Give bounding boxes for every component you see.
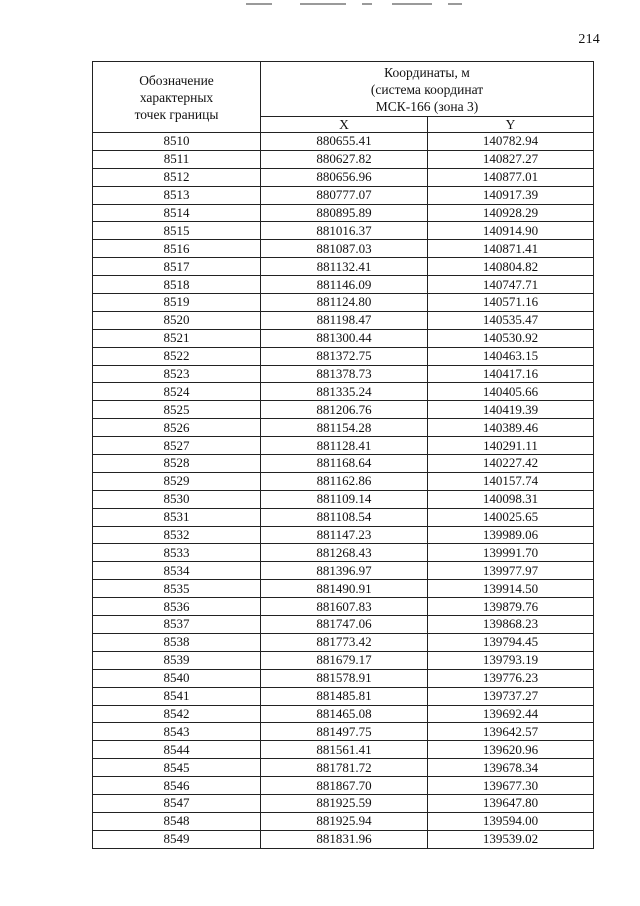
point-number-cell: 8522 <box>93 347 261 365</box>
point-number-cell: 8549 <box>93 830 261 848</box>
table-row <box>93 580 594 598</box>
point-number-cell: 8517 <box>93 258 261 276</box>
point-number-cell: 8527 <box>93 437 261 455</box>
point-number-cell: 8548 <box>93 812 261 830</box>
y-coordinate-cell: 139539.02 <box>428 830 594 848</box>
x-coordinate-cell: 881679.17 <box>261 651 428 669</box>
x-coordinate-cell: 881867.70 <box>261 777 428 795</box>
coordinates-header <box>261 62 594 117</box>
point-number-cell: 8519 <box>93 294 261 312</box>
y-coordinate-cell: 140747.71 <box>428 276 594 294</box>
y-coordinate-cell: 140025.65 <box>428 508 594 526</box>
coordinates-table <box>92 61 594 849</box>
x-coordinate-cell: 881087.03 <box>261 240 428 258</box>
table-row <box>93 455 594 473</box>
x-coordinate-cell: 881925.94 <box>261 812 428 830</box>
table-row <box>93 150 594 168</box>
point-number-cell: 8516 <box>93 240 261 258</box>
y-coordinate-cell: 140227.42 <box>428 455 594 473</box>
y-coordinate-cell: 139793.19 <box>428 651 594 669</box>
x-coordinate-cell: 881124.80 <box>261 294 428 312</box>
x-coordinate-cell: 881490.91 <box>261 580 428 598</box>
table-row <box>93 741 594 759</box>
x-coordinate-cell: 881372.75 <box>261 347 428 365</box>
x-coordinate-cell: 881607.83 <box>261 598 428 616</box>
x-coordinate-cell: 881300.44 <box>261 329 428 347</box>
y-column-header: Y <box>428 117 594 133</box>
y-coordinate-cell: 140291.11 <box>428 437 594 455</box>
table-row <box>93 204 594 222</box>
x-coordinate-cell: 881781.72 <box>261 759 428 777</box>
y-coordinate-cell: 140782.94 <box>428 133 594 151</box>
x-coordinate-cell: 881497.75 <box>261 723 428 741</box>
x-coordinate-cell: 880777.07 <box>261 186 428 204</box>
x-coordinate-cell: 881132.41 <box>261 258 428 276</box>
table-row <box>93 472 594 490</box>
table-row <box>93 544 594 562</box>
table-row <box>93 222 594 240</box>
y-coordinate-cell: 140917.39 <box>428 186 594 204</box>
table-row <box>93 759 594 777</box>
point-number-cell: 8547 <box>93 794 261 812</box>
point-number-cell: 8535 <box>93 580 261 598</box>
x-coordinate-cell: 881485.81 <box>261 687 428 705</box>
point-number-cell: 8518 <box>93 276 261 294</box>
y-coordinate-cell: 139989.06 <box>428 526 594 544</box>
point-number-cell: 8510 <box>93 133 261 151</box>
x-coordinate-cell: 881831.96 <box>261 830 428 848</box>
point-number-cell: 8541 <box>93 687 261 705</box>
point-number-cell: 8523 <box>93 365 261 383</box>
coordinates-header-line: МСК-166 (зона 3) <box>375 99 479 114</box>
x-coordinate-cell: 881198.47 <box>261 311 428 329</box>
point-number-cell: 8528 <box>93 455 261 473</box>
y-coordinate-cell: 139879.76 <box>428 598 594 616</box>
y-coordinate-cell: 139868.23 <box>428 616 594 634</box>
y-coordinate-cell: 139678.34 <box>428 759 594 777</box>
point-number-cell: 8520 <box>93 311 261 329</box>
table-row <box>93 633 594 651</box>
y-coordinate-cell: 140914.90 <box>428 222 594 240</box>
x-coordinate-cell: 880627.82 <box>261 150 428 168</box>
table-row <box>93 616 594 634</box>
table-row <box>93 437 594 455</box>
x-coordinate-cell: 881147.23 <box>261 526 428 544</box>
y-coordinate-cell: 139647.80 <box>428 794 594 812</box>
table-row <box>93 598 594 616</box>
scan-edge-marks <box>0 0 640 10</box>
y-coordinate-cell: 140417.16 <box>428 365 594 383</box>
point-number-cell: 8545 <box>93 759 261 777</box>
y-coordinate-cell: 140098.31 <box>428 490 594 508</box>
x-coordinate-cell: 881268.43 <box>261 544 428 562</box>
y-coordinate-cell: 139914.50 <box>428 580 594 598</box>
table-row <box>93 240 594 258</box>
y-coordinate-cell: 139991.70 <box>428 544 594 562</box>
point-number-cell: 8526 <box>93 419 261 437</box>
table-row <box>93 294 594 312</box>
table-row <box>93 329 594 347</box>
x-coordinate-cell: 881108.54 <box>261 508 428 526</box>
point-number-cell: 8532 <box>93 526 261 544</box>
point-number-cell: 8538 <box>93 633 261 651</box>
y-coordinate-cell: 139594.00 <box>428 812 594 830</box>
table-row <box>93 490 594 508</box>
designation-header-line: точек границы <box>134 106 219 122</box>
point-number-cell: 8533 <box>93 544 261 562</box>
y-coordinate-cell: 139692.44 <box>428 705 594 723</box>
coordinates-header-line: (система координат <box>370 82 484 97</box>
x-column-header: X <box>261 117 428 133</box>
table-row <box>93 133 594 151</box>
point-number-cell: 8543 <box>93 723 261 741</box>
y-coordinate-cell: 139642.57 <box>428 723 594 741</box>
point-number-cell: 8534 <box>93 562 261 580</box>
point-number-cell: 8512 <box>93 168 261 186</box>
y-coordinate-cell: 140535.47 <box>428 311 594 329</box>
point-number-cell: 8511 <box>93 150 261 168</box>
y-coordinate-cell: 140157.74 <box>428 472 594 490</box>
point-number-cell: 8525 <box>93 401 261 419</box>
y-coordinate-cell: 140804.82 <box>428 258 594 276</box>
table-row <box>93 186 594 204</box>
designation-header <box>93 62 261 133</box>
x-coordinate-cell: 881747.06 <box>261 616 428 634</box>
table-row <box>93 777 594 795</box>
x-coordinate-cell: 881773.42 <box>261 633 428 651</box>
point-number-cell: 8537 <box>93 616 261 634</box>
x-coordinate-cell: 881016.37 <box>261 222 428 240</box>
table-row <box>93 401 594 419</box>
table-row <box>93 419 594 437</box>
table-row <box>93 562 594 580</box>
table-row <box>93 168 594 186</box>
y-coordinate-cell: 140463.15 <box>428 347 594 365</box>
table-row <box>93 526 594 544</box>
y-coordinate-cell: 140405.66 <box>428 383 594 401</box>
table-row <box>93 812 594 830</box>
designation-header-line: Обозначение <box>139 72 214 88</box>
table-row <box>93 669 594 687</box>
x-coordinate-cell: 881396.97 <box>261 562 428 580</box>
x-coordinate-cell: 881162.86 <box>261 472 428 490</box>
x-coordinate-cell: 881378.73 <box>261 365 428 383</box>
y-coordinate-cell: 139620.96 <box>428 741 594 759</box>
y-coordinate-cell: 140877.01 <box>428 168 594 186</box>
x-coordinate-cell: 881578.91 <box>261 669 428 687</box>
x-coordinate-cell: 881154.28 <box>261 419 428 437</box>
page-number: 214 <box>578 32 600 47</box>
table-row <box>93 687 594 705</box>
y-coordinate-cell: 139977.97 <box>428 562 594 580</box>
x-coordinate-cell: 881128.41 <box>261 437 428 455</box>
y-coordinate-cell: 139677.30 <box>428 777 594 795</box>
coordinates-header-line: Координаты, м <box>384 65 470 80</box>
table-row <box>93 705 594 723</box>
x-coordinate-cell: 881168.64 <box>261 455 428 473</box>
x-coordinate-cell: 881109.14 <box>261 490 428 508</box>
table-row <box>93 830 594 848</box>
table-row <box>93 347 594 365</box>
table-row <box>93 276 594 294</box>
point-number-cell: 8529 <box>93 472 261 490</box>
y-coordinate-cell: 140389.46 <box>428 419 594 437</box>
table-row <box>93 365 594 383</box>
y-coordinate-cell: 140530.92 <box>428 329 594 347</box>
point-number-cell: 8513 <box>93 186 261 204</box>
point-number-cell: 8530 <box>93 490 261 508</box>
x-coordinate-cell: 881146.09 <box>261 276 428 294</box>
table-row <box>93 508 594 526</box>
table-row <box>93 723 594 741</box>
x-coordinate-cell: 880656.96 <box>261 168 428 186</box>
point-number-cell: 8536 <box>93 598 261 616</box>
point-number-cell: 8514 <box>93 204 261 222</box>
table-row <box>93 651 594 669</box>
y-coordinate-cell: 139794.45 <box>428 633 594 651</box>
table-row <box>93 258 594 276</box>
y-coordinate-cell: 140871.41 <box>428 240 594 258</box>
x-coordinate-cell: 880895.89 <box>261 204 428 222</box>
point-number-cell: 8515 <box>93 222 261 240</box>
y-coordinate-cell: 140827.27 <box>428 150 594 168</box>
y-coordinate-cell: 139776.23 <box>428 669 594 687</box>
point-number-cell: 8542 <box>93 705 261 723</box>
table-header <box>93 62 594 133</box>
point-number-cell: 8531 <box>93 508 261 526</box>
point-number-cell: 8524 <box>93 383 261 401</box>
point-number-cell: 8540 <box>93 669 261 687</box>
table-body <box>93 133 594 849</box>
x-coordinate-cell: 881206.76 <box>261 401 428 419</box>
x-coordinate-cell: 881561.41 <box>261 741 428 759</box>
x-coordinate-cell: 880655.41 <box>261 133 428 151</box>
designation-header-line: характерных <box>139 89 214 105</box>
table-row <box>93 383 594 401</box>
point-number-cell: 8539 <box>93 651 261 669</box>
point-number-cell: 8546 <box>93 777 261 795</box>
x-coordinate-cell: 881335.24 <box>261 383 428 401</box>
x-coordinate-cell: 881465.08 <box>261 705 428 723</box>
x-coordinate-cell: 881925.59 <box>261 794 428 812</box>
y-coordinate-cell: 140419.39 <box>428 401 594 419</box>
y-coordinate-cell: 140571.16 <box>428 294 594 312</box>
point-number-cell: 8544 <box>93 741 261 759</box>
table-row <box>93 794 594 812</box>
point-number-cell: 8521 <box>93 329 261 347</box>
table-row <box>93 311 594 329</box>
y-coordinate-cell: 140928.29 <box>428 204 594 222</box>
y-coordinate-cell: 139737.27 <box>428 687 594 705</box>
